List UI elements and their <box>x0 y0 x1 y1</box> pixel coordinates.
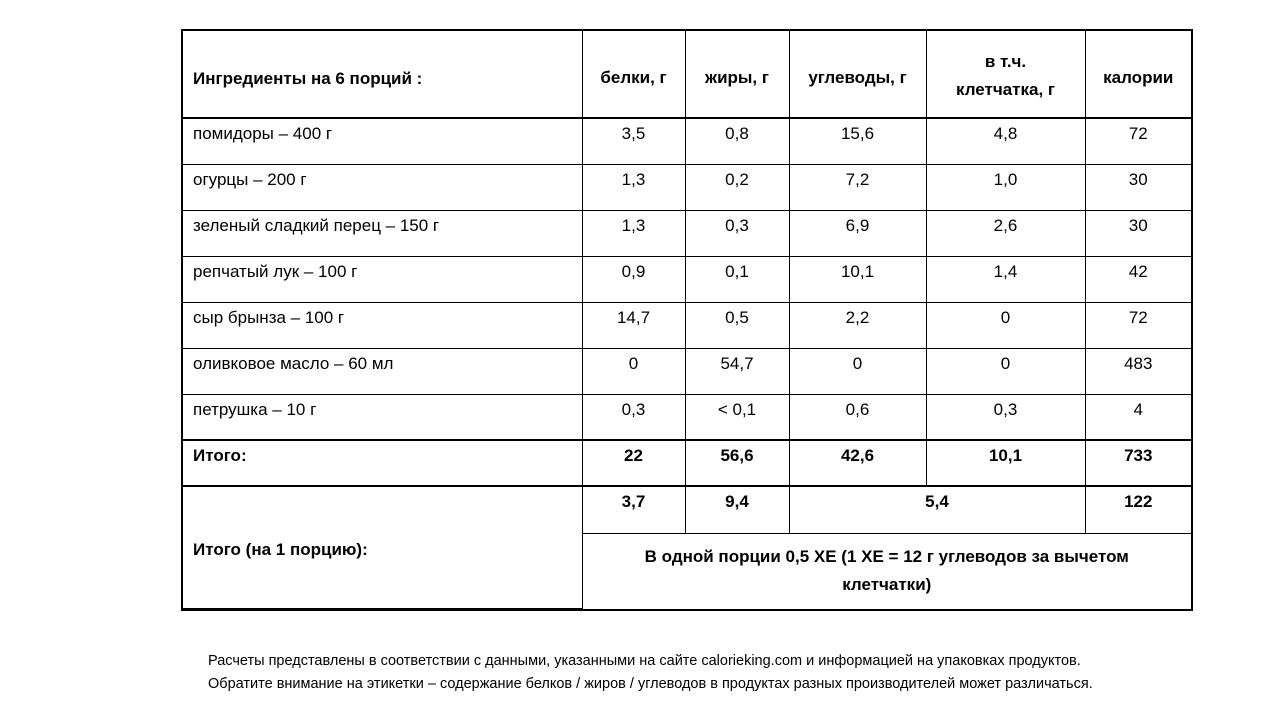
fat-value: 0,8 <box>685 118 789 164</box>
fat-value: 54,7 <box>685 348 789 394</box>
table-row <box>182 348 1192 394</box>
protein-value: 1,3 <box>582 164 685 210</box>
calories-value: 483 <box>1085 348 1192 394</box>
ingredient-name: оливковое масло – 60 мл <box>182 348 582 394</box>
total-fat: 56,6 <box>685 440 789 486</box>
ingredient-name: огурцы – 200 г <box>182 164 582 210</box>
total-protein: 22 <box>582 440 685 486</box>
nutrition-table <box>181 29 1193 611</box>
carbs-value: 2,2 <box>789 302 926 348</box>
total-row <box>182 440 1192 486</box>
fiber-value: 0 <box>926 302 1085 348</box>
calories-value: 42 <box>1085 256 1192 302</box>
protein-value: 1,3 <box>582 210 685 256</box>
per-portion-row <box>182 486 1192 533</box>
header-fiber <box>926 30 1085 118</box>
calories-value: 72 <box>1085 118 1192 164</box>
header-fiber-line2: клетчатка, г <box>956 80 1055 99</box>
protein-value: 0 <box>582 348 685 394</box>
header-fiber-line1: в т.ч. <box>984 52 1027 71</box>
carbs-value: 0,6 <box>789 394 926 440</box>
total-carbs: 42,6 <box>789 440 926 486</box>
fat-value: 0,3 <box>685 210 789 256</box>
fiber-value: 2,6 <box>926 210 1085 256</box>
fat-value: 0,1 <box>685 256 789 302</box>
per-portion-fat: 9,4 <box>685 486 789 533</box>
per-portion-protein: 3,7 <box>582 486 685 533</box>
per-portion-calories: 122 <box>1085 486 1192 533</box>
protein-value: 3,5 <box>582 118 685 164</box>
header-calories: калории <box>1085 30 1192 118</box>
fiber-value: 0 <box>926 348 1085 394</box>
ingredient-name: сыр брынза – 100 г <box>182 302 582 348</box>
header-protein: белки, г <box>582 30 685 118</box>
calories-value: 4 <box>1085 394 1192 440</box>
protein-value: 0,9 <box>582 256 685 302</box>
header-carbs: углеводы, г <box>789 30 926 118</box>
carbs-value: 6,9 <box>789 210 926 256</box>
fat-value: < 0,1 <box>685 394 789 440</box>
fiber-value: 0,3 <box>926 394 1085 440</box>
per-portion-label: Итого (на 1 порцию): <box>182 486 582 610</box>
table-row <box>182 210 1192 256</box>
calories-value: 72 <box>1085 302 1192 348</box>
ingredient-name: петрушка – 10 г <box>182 394 582 440</box>
footnote-line-2: Обратите внимание на этикетки – содержание белков / жиров / углеводов в продуктах разных производителей может различаться. <box>208 676 1093 692</box>
total-label: Итого: <box>182 440 582 486</box>
header-ingredients: Ингредиенты на 6 порций : <box>182 30 582 118</box>
per-portion-net-carbs: 5,4 <box>789 486 1085 533</box>
footnote-line-1: Расчеты представлены в соответствии с данными, указанными на сайте calorieking.com и информацией на упаковках продуктов. <box>208 653 1081 669</box>
ingredient-name: зеленый сладкий перец – 150 г <box>182 210 582 256</box>
total-calories: 733 <box>1085 440 1192 486</box>
fiber-value: 1,4 <box>926 256 1085 302</box>
ingredient-name: помидоры – 400 г <box>182 118 582 164</box>
calories-value: 30 <box>1085 210 1192 256</box>
table-row <box>182 118 1192 164</box>
header-fat: жиры, г <box>685 30 789 118</box>
table-row <box>182 164 1192 210</box>
ingredient-name: репчатый лук – 100 г <box>182 256 582 302</box>
table-row <box>182 256 1192 302</box>
carbs-value: 0 <box>789 348 926 394</box>
protein-value: 0,3 <box>582 394 685 440</box>
carbs-value: 15,6 <box>789 118 926 164</box>
table-row <box>182 394 1192 440</box>
calories-value: 30 <box>1085 164 1192 210</box>
protein-value: 14,7 <box>582 302 685 348</box>
carbs-value: 10,1 <box>789 256 926 302</box>
fiber-value: 1,0 <box>926 164 1085 210</box>
table-row <box>182 302 1192 348</box>
carbs-value: 7,2 <box>789 164 926 210</box>
fat-value: 0,5 <box>685 302 789 348</box>
footnote <box>208 650 1188 696</box>
table-header-row <box>182 30 1192 118</box>
xe-note: В одной порции 0,5 ХЕ (1 ХЕ = 12 г углеводов за вычетом клетчатки) <box>582 533 1192 610</box>
fat-value: 0,2 <box>685 164 789 210</box>
fiber-value: 4,8 <box>926 118 1085 164</box>
total-fiber: 10,1 <box>926 440 1085 486</box>
